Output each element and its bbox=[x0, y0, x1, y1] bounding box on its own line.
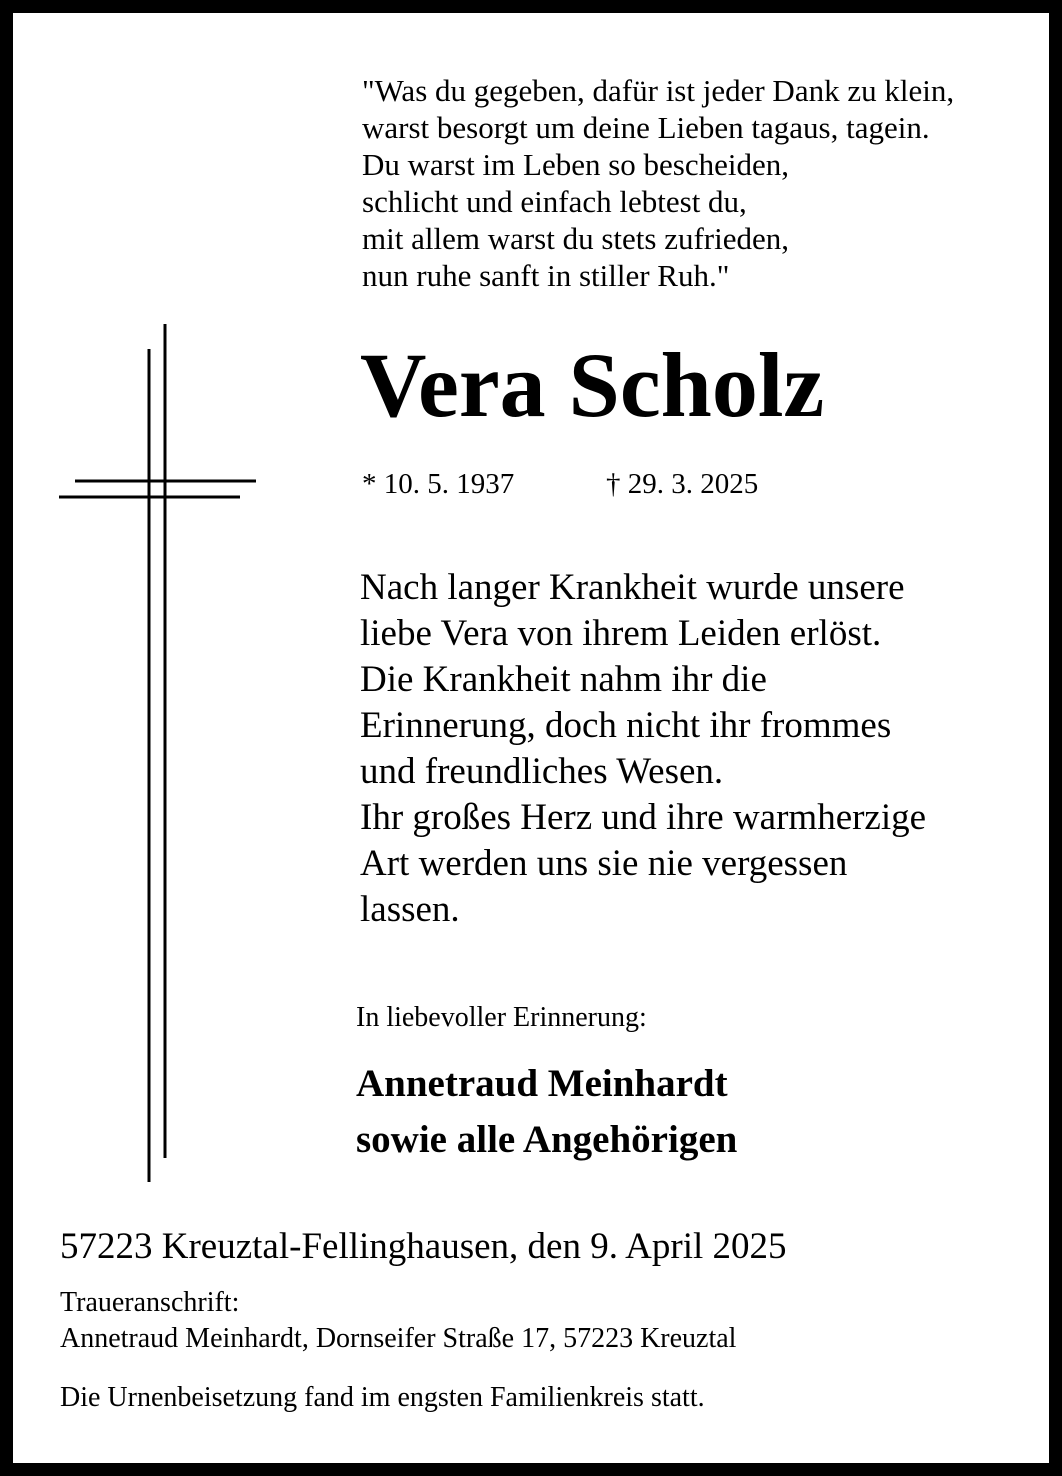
burial-note: Die Urnenbeisetzung fand im engsten Familienkreis statt. bbox=[60, 1382, 705, 1413]
message-line: Nach langer Krankheit wurde unsere bbox=[360, 567, 905, 608]
message-line: Die Krankheit nahm ihr die bbox=[360, 659, 767, 700]
message-line: Art werden uns sie nie vergessen bbox=[360, 843, 848, 884]
message-line: Erinnerung, doch nicht ihr frommes bbox=[360, 705, 892, 746]
cross-icon bbox=[55, 320, 265, 1195]
quote-line: mit allem warst du stets zufrieden, bbox=[362, 221, 789, 256]
message-paragraph bbox=[360, 795, 926, 933]
message-line: lassen. bbox=[360, 889, 460, 930]
deceased-name: Vera Scholz bbox=[360, 334, 825, 436]
place-date: 57223 Kreuztal-Fellinghausen, den 9. April 2025 bbox=[60, 1226, 787, 1267]
message-paragraph bbox=[360, 565, 926, 657]
quote-line: schlicht und einfach lebtest du, bbox=[362, 184, 747, 219]
quote-line: "Was du gegeben, dafür ist jeder Dank zu klein, bbox=[362, 73, 955, 108]
quote-line: Du warst im Leben so bescheiden, bbox=[362, 147, 789, 182]
memorial-quote bbox=[362, 72, 954, 294]
quote-line: nun ruhe sanft in stiller Ruh." bbox=[362, 258, 730, 293]
mourner-line: Annetraud Meinhardt bbox=[356, 1062, 728, 1105]
mourner-line: sowie alle Angehörigen bbox=[356, 1118, 738, 1161]
obituary-message bbox=[360, 565, 926, 933]
address-label: Traueranschrift: bbox=[60, 1287, 240, 1318]
mourners-names bbox=[356, 1056, 737, 1168]
death-date: † 29. 3. 2025 bbox=[606, 468, 759, 500]
mourning-address: Annetraud Meinhardt, Dornseifer Straße 17, 57223 Kreuztal bbox=[60, 1323, 737, 1354]
message-line: Ihr großes Herz und ihre warmherzige bbox=[360, 797, 927, 838]
quote-line: warst besorgt um deine Lieben tagaus, tagein. bbox=[362, 110, 930, 145]
birth-date: * 10. 5. 1937 bbox=[362, 468, 515, 500]
message-line: und freundliches Wesen. bbox=[360, 751, 724, 792]
message-paragraph bbox=[360, 657, 926, 795]
memory-label: In liebevoller Erinnerung: bbox=[356, 1002, 647, 1033]
message-line: liebe Vera von ihrem Leiden erlöst. bbox=[360, 613, 882, 654]
